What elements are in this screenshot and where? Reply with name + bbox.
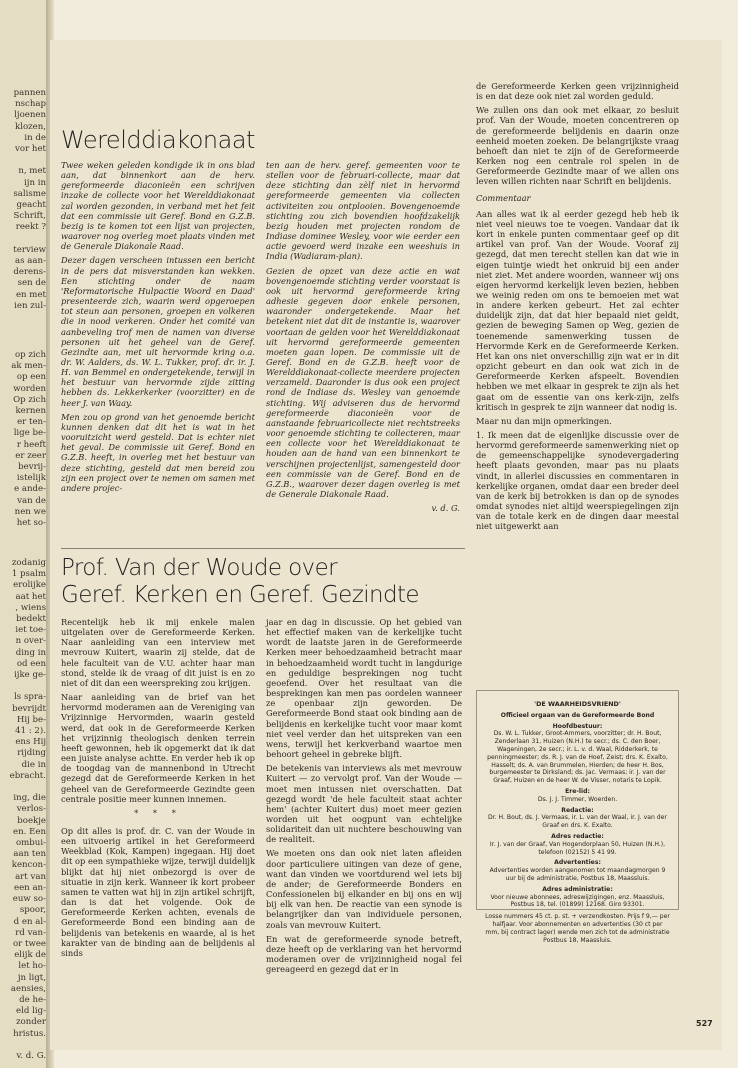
article-column	[266, 617, 462, 1018]
colophon-text: Ir. J. van der Graaf, Van Hogendorplaan 50, Huizen (N.H.), telefoon (02152) 5 41 99.	[489, 840, 666, 856]
paragraph: Op dit alles is prof. dr. C. van der Woude in een uitvoerig artikel in het Gereformeerd Weekblad (Kok, Kampen) ingegaan. Hij doet dit op een sympathieke wijze, terwijl duidelijk blijkt dat hij niet onbezorgd is over de situatie in zijn kerk. Wanneer ik kort probeer samen te vatten wat hij in zijn artikel schrijft, dan is dat het volgende. Ook de Gereformeerde Kerken achten, evenals de Gereformeerde Bond een binding aan de belijdenis van betekenis en waarde, al is het karakter van de binding aan de belijdenis al sinds	[61, 825, 255, 958]
colophon-title: 'DE WAARHEIDSVRIEND'	[534, 700, 621, 708]
article-title: Werelddiakonaat	[61, 126, 255, 154]
colophon-text: Ds. J. J. Timmer, Woerden.	[537, 795, 618, 803]
colophon-heading: Redactie:	[561, 806, 594, 814]
paragraph: ten aan de herv. geref. gemeenten voor te stellen voor de februari-collecte, maar dat deze stichting dan zèlf niet in hervormd gereformeerde gemeenten via collecten activiteiten zou ontplooien. Bovengenoemde stichting zou zich bovendien hoofdzakelijk bezig houden met projecten rondom de Indiase dominee Wesley, voor wie eerder een actie gevoerd werd inzake een weeshuis in India (Wadiaram-plan).	[266, 160, 460, 262]
article-column	[476, 81, 679, 621]
paragraph: De betekenis van interviews als met mevrouw Kuitert — zo vervolgt prof. Van der Woude — moet men intussen niet overschatten. Dat gezegd wordt 'de hele faculteit staat achter hem' (achter Kuitert dus) moet meer gezien worden uit het oogpunt van echtelijke solidariteit dan uit nuchtere beschouwing van de realiteit.	[266, 763, 462, 845]
article-column	[266, 160, 460, 552]
paragraph: 1. Ik meen dat de eigenlijke discussie over de hervormd gereformeerde samenwerking niet op de gemeenschappelijke synodevergadering heeft plaats gevonden, maar pas nu plaats vindt, in allerlei discussies en commentaren in kerkelijke organen, omdat daar een breder deel van de kerk bij betrokken is dan op de synodes omdat synodes niet altijd weerspiegelingen zijn van de totale kerk en de dingen daar meestal niet uitgewerkt aan	[476, 430, 679, 532]
previous-page-edge	[0, 0, 49, 1068]
signature: v. d. G.	[431, 503, 460, 514]
colophon-subtitle: Officieel orgaan van de Gereformeerde Bond	[500, 711, 655, 719]
paragraph: Recentelijk heb ik mij enkele malen uitgelaten over de Gereformeerde Kerken. Naar aanleiding van een interview met mevrouw Kuitert, waarin zij stelde, dat de hele faculteit van de V.U. achter haar man stond, stelde ik de vraag of dit juist is en zo niet of dit dan een weerspreking zou krijgen.	[61, 617, 255, 688]
title-line: Prof. Van der Woude over	[61, 555, 337, 581]
colophon-text: Voor nieuwe abonnees, adreswijzigingen, enz. Maassluis, Postbus 18, tel. (01899) 12168. Giro 93301.	[490, 893, 665, 909]
colophon-text: Advertenties worden aangenomen tot maandagmorgen 9 uur bij de administratie, Postbus 18, Maassluis.	[489, 867, 666, 882]
previous-page-fragment: pannen nschap ljoenen klozen, in de vor het n, met ijn in salisme geacht Schrift, reekt ? terview as aan- derens- sen de en met ien zul-	[13, 88, 46, 311]
title-line: Geref. Kerken en Geref. Gezindte	[61, 582, 419, 608]
colophon-heading: Hoofdbestuur:	[552, 722, 603, 730]
page-number: 527	[696, 1019, 713, 1028]
colophon-text: Losse nummers 45 ct. p. st. + verzendkosten. Prijs f 9,— per halfjaar. Voor abonnementen en advertenties (30 ct per mm, bij contract lager) wende men zich tot de administratie Postbus 18, Maassluis.	[485, 913, 670, 944]
paragraph: We zullen ons dan ook met elkaar, zo besluit prof. Van der Woude, moeten concentreren op de gereformeerde belijdenis en daarin onze eenheid moeten zoeken. De belangrijkste vraag behoeft dan niet te zijn of de Gereformeerde Kerken nog een centrale rol spelen in de Gereformeerde Gezindte maar of we allen ons leven willen richten naar Schrift en belijdenis.	[476, 105, 679, 187]
previous-page-fragment: zodanig 1 psalm erolijke aat het , wiens bedekt iet toe- n over- ding in od een ijke ge- ls spra- bevrijdt Hij be- 41 : 2). ens Hij rijding die in ebracht. ing, die verlos- boekje en. Een ombui- aan ten kencon- art van een an- euw so- spoor, d en al- rd van- or twee elijk de let ho- jn ligt, aensies, de he- eld lig- zonder hristus. v. d. G.	[9, 558, 46, 1061]
paragraph: de Gereformeerde Kerken geen vrijzinnigheid is en dat deze ook niet zal worden geduld.	[476, 81, 679, 102]
colophon-heading: Advertenties:	[554, 859, 601, 867]
paragraph: jaar en dag in discussie. Op het gebied van het effectief maken van de kerkelijke tucht wordt de laatste jaren in de Gereformeerde Kerken meer behoedzaamheid betracht maar in behoedzaamheid wordt tucht in langdurige en geduldige besprekingen nog tucht geoefend. Over het resultaat van die besprekingen kan men pas oordelen wanneer ze openbaar zijn geworden. De Gereformeerde Bond staat ook binding aan de belijdenis en kerkelijke tucht voor maar komt niet veel verder dan het uitspreken van een wens, terwijl het kerkverband waartoe men behoort geheel in gebreke blijft.	[266, 617, 462, 760]
colophon-box	[476, 690, 679, 944]
paragraph: En wat de gereformeerde synode betreft, deze heeft op de verklaring van het hervormd moderamen over de vrijzinnigheid nogal fel gereageerd en gezegd dat er in	[266, 933, 462, 975]
colophon-heading: Adres redactie:	[551, 832, 604, 840]
paragraph: Men zou op grond van het genoemde bericht kunnen denken dat dit het is wat in het vooruitzicht werd gesteld. Dat is echter niet het geval. De commissie uit Geref. Bond en G.Z.B. heeft, in overleg met het bestuur van deze stichting, gesteld dat men bereid zou zijn een project over te nemen om samen met andere projec-	[61, 411, 255, 493]
colophon-heading: Adres administratie:	[542, 885, 613, 893]
article-title	[61, 555, 471, 609]
article-column	[61, 160, 255, 552]
section-separator: * * *	[134, 807, 182, 818]
subheading: Commentaar	[476, 192, 531, 203]
paragraph: Maar nu dan mijn opmerkingen.	[476, 415, 612, 426]
paragraph: We moeten ons dan ook niet laten afleiden door particuliere uitingen van deze of gene, want dan vinden we voortdurend wel iets bij de ander; de Gereformeerde Bonders en Confessionelen bij elkander en bij ons en wij bij elk van hen. De reactie van een synode is belangrijker dan van individuele personen, zoals van mevrouw Kuitert.	[266, 848, 462, 930]
divider	[61, 548, 465, 549]
paragraph: Naar aanleiding van de brief van het hervormd moderamen aan de Vereniging van Vrijzinnige Hervormden, waarin gesteld werd, dat ook in de Gereformeerde Kerken het vrijzinnig theologisch denken terrein heeft gewonnen, heb ik opgemerkt dat ik dat een juiste analyse achtte. En verder heb ik op de toogdag van de mannenbond in Utrecht gezegd dat de Gereformeerde Kerken in het geheel van de Gereformeerde Gezindte geen centrale positie meer kunnen innemen.	[61, 692, 255, 804]
colophon-text: Ds. W. L. Tukker, Groot-Ammers, voorzitter; dr. H. Bout, Zenderlaan 31, Huizen (N.H.) te secr.; ds. C. den Boer, Wageningen, 2e secr.; ir. L. v. d. Waal, Ridderkerk, te penningmeester; ds. R. J. van de Hoef, Zeist; drs. K. Exalto, Hasselt; ds. A. van Brummelen, Hierden; de heer H. Bos, burgemeester te Dirksland; ds. Jac. Vermaas; ir. J. van der Graaf, Huizen en de heer W. de Visser, notaris te Lopik.	[487, 730, 668, 785]
colophon-heading: Ere-lid:	[565, 787, 590, 795]
article-column	[61, 617, 255, 1018]
previous-page-fragment: op zich ak men- op een worden Op zich kernen er ten- lige be- r heeft er zeer bevrij- istelijk e ande- van de nen we het so-	[11, 350, 46, 529]
paragraph: Aan alles wat ik al eerder gezegd heb heb ik niet veel nieuws toe te voegen. Vandaar dat ik kort in enkele punten commentaar geef op dit artikel van prof. Van der Woude. Vooraf zij gezegd, dat men terecht stellen kan dat wie in eigen tuintje wiedt het onkruid bij een ander niet ziet. Met andere woorden, wanneer wij ons eigen hervormd kerkelijk leven bezien, hebben we weinig reden om ons te bemoeien met wat in andere kerken gebeurt. Het zal echter duidelijk zijn, dat dat hier bepaald niet geldt, gezien de beweging Samen op Weg, gezien de toenemende samenwerking tussen de Hervormde Kerk en de Gereformeerde Kerken. Het kan ons niet onverschillig zijn wat er in dit opzicht gebeurt en dan ook wat zich in de Gereformeerde Kerken afspeelt. Bovendien hebben we met elkaar in gesprek te zijn als het gaat om de essentie van ons kerk-zijn, zelfs kritisch in gesprek te zijn wanneer dat nodig is.	[476, 208, 679, 412]
paragraph: Twee weken geleden kondigde ik in ons blad aan, dat binnenkort aan de herv. gereformeerde diaconieën een schrijven inzake de collecte voor het Werelddiakonaat zal worden gezonden, in verband met het feit dat een commissie uit Geref. Bond en G.Z.B. bezig is te komen tot een lijst van projecten, waarover nog overleg moet plaats vinden met de Generale Diakonale Raad.	[61, 160, 255, 252]
paragraph: Dezer dagen verscheen intussen een bericht in de pers dat misverstanden kan wekken. Een stichting onder de naam 'Reformatorische Hulpactie Woord en Daad' presenteerde zich, waarin werd opgeroepen tot steun aan personen, groepen en volkeren die in nood verkeren. Onder het comité van aanbeveling trof men de namen van diverse personen uit het geheel van de Geref. Gezindte aan, met uit hervormde kring o.a. dr. W. Aalders, ds. W. L. Tukker, prof. dr. ir. J. H. van Bemmel en ondergetekende, terwijl in het bestuur van hervormde zijde zitting hebben ds. Lekkerkerker (voorzitter) en de heer J. van Waay.	[61, 255, 255, 408]
colophon-text: Dr. H. Bout, ds. J. Vermaas, ir. L. van der Waal, ir. J. van der Graaf en drs. K. Exalto.	[488, 814, 667, 830]
paragraph: Gezien de opzet van deze actie en wat bovengenoemde stichting verder voorstaat is ook uit hervormd gereformeerde kring adhesie gegeven door enkele personen, waaronder ondergetekende. Maar het betekent niet dat dit de instantie is, waarover voortaan de gelden voor het Werelddiakonaat uit hervormd gereformeerde gemeenten moeten gaan lopen. De commissie uit de Geref. Bond en de G.Z.B. heeft voor de Werelddiakonaat-collecte meerdere projecten verzameld. Daaronder is dus ook een project rond de Indiase ds. Wesley van genoemde stichting. Wij adviseren dus de hervormd gereformeerde diaconieën voor de aanstaande februaricollecte niet rechtstreeks voor genoemde stichting te collecteren, maar een collecte voor het Werelddiakonaat te houden aan de hand van een binnenkort te verschijnen projectenlijst, samengesteld door een commissie van de Geref. Bond en de G.Z.B., waarover dezer dagen overleg is met de Generale Diakonale Raad.	[266, 265, 460, 499]
